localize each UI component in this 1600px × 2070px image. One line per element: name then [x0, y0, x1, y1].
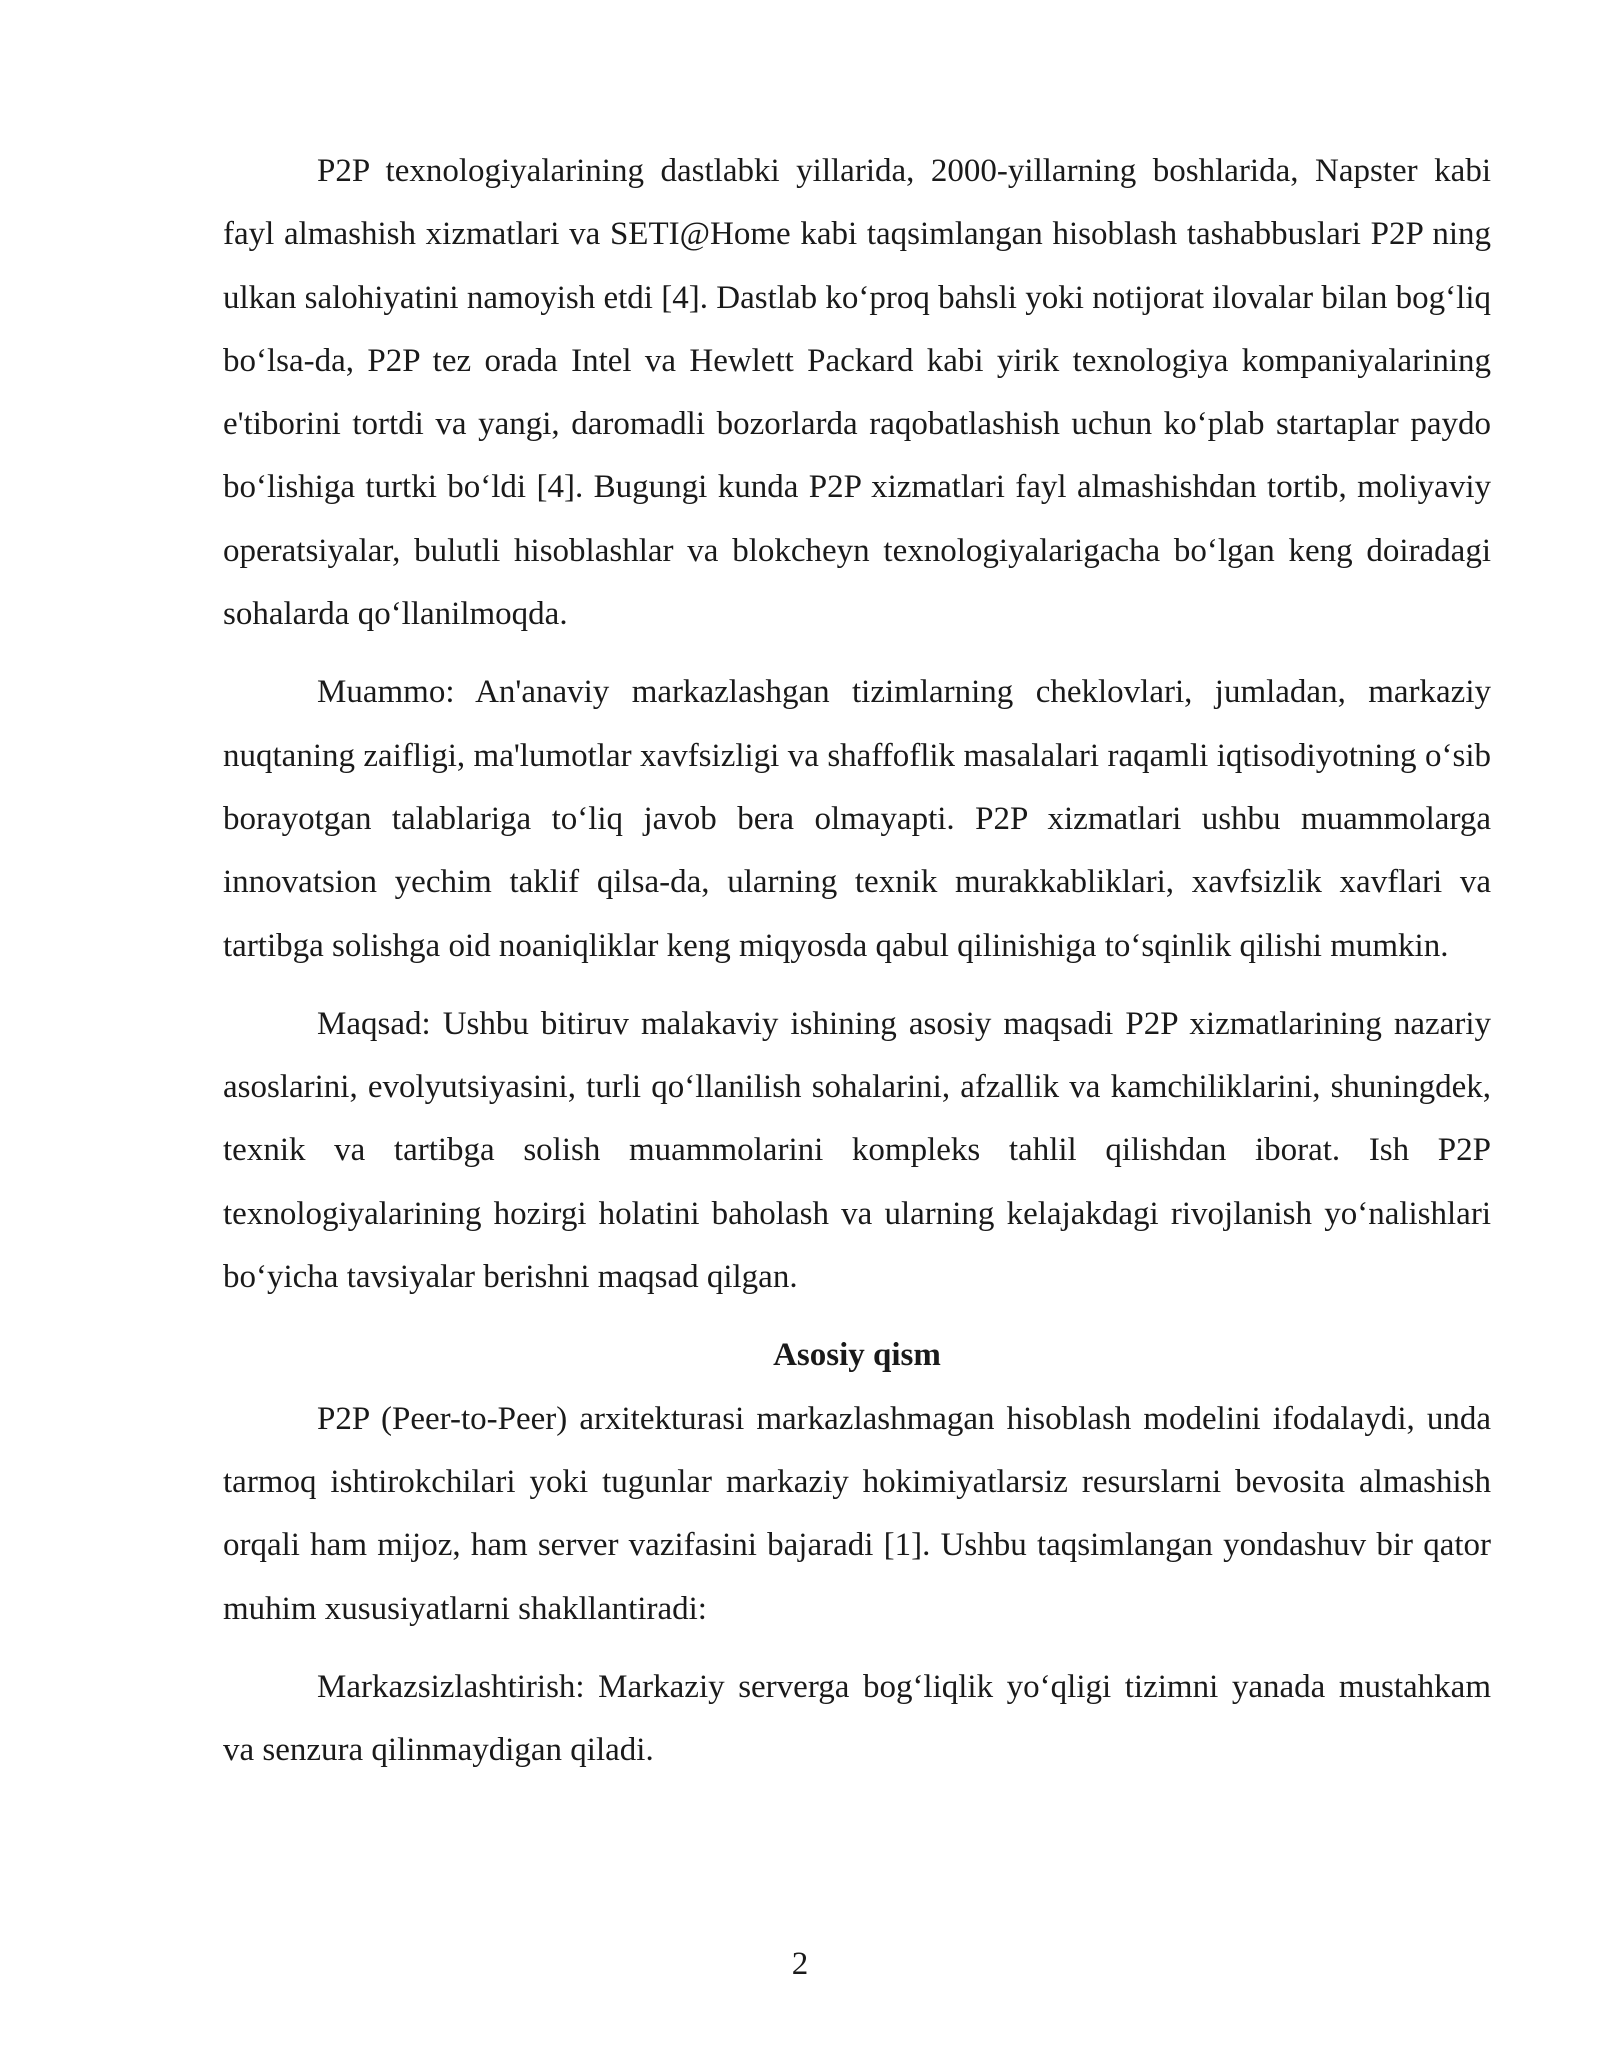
paragraph-history: P2P texnologiyalarining dastlabki yillarida, 2000-yillarning boshlarida, Napster kabi fayl almashish xizmatlari va SETI@Home kabi taqsimlangan hisoblash tashabbuslari P2P ning ulkan salohiyatini namoyish etdi [4]. Dastlab ko‘proq bahsli yoki notijorat ilovalar bilan bog‘liq bo‘lsa-da, P2P tez orada Intel va Hewlett Packard kabi yirik texnologiya kompaniyalarining e'tiborini tortdi va yangi, daromadli bozorlarda raqobatlashish uchun ko‘plab startaplar paydo bo‘lishiga turtki bo‘ldi [4]. Bugungi kunda P2P xizmatlari fayl almashishdan tortib, moliyaviy operatsiyalar, bulutli hisoblashlar va blokcheyn texnologiyalarigacha bo‘lgan keng doiradagi sohalarda qo‘llanilmoqda. — [223, 153, 1491, 633]
paragraph-architecture: P2P (Peer-to-Peer) arxitekturasi markazlashmagan hisoblash modelini ifodalaydi, unda tarmoq ishtirokchilari yoki tugunlar markaziy hokimiyatlarsiz resurslarni bevosita almashish orqali ham mijoz, ham server vazifasini bajaradi [1]. Ushbu taqsimlangan yondashuv bir qator muhim xususiyatlarni shakllantiradi: — [223, 1400, 1491, 1627]
paragraph-goal: Maqsad: Ushbu bitiruv malakaviy ishining asosiy maqsadi P2P xizmatlarining nazariy asoslarini, evolyutsiyasini, turli qo‘llanilish sohalarini, afzallik va kamchiliklarini, shuningdek, texnik va tartibga solish muammolarini kompleks tahlil qilishdan iborat. Ish P2P texnologiyalarining hozirgi holatini baholash va ularning kelajakdagi rivojlanish yo‘nalishlari bo‘yicha tavsiyalar berishni maqsad qilgan. — [223, 1005, 1491, 1296]
paragraph-decentralization: Markazsizlashtirish: Markaziy serverga bog‘liqlik yo‘qligi tizimni yanada mustahkam va senzura qilinmaydigan qiladi. — [223, 1668, 1491, 1769]
paragraph-problem: Muammo: An'anaviy markazlashgan tizimlarning cheklovlari, jumladan, markaziy nuqtaning zaifligi, ma'lumotlar xavfsizligi va shaffoflik masalalari raqamli iqtisodiyotning o‘sib borayotgan talablariga to‘liq javob bera olmayapti. P2P xizmatlari ushbu muammolarga innovatsion yechim taklif qilsa-da, ularning texnik murakkabliklari, xavfsizlik xavflari va tartibga solishga oid noaniqliklar keng miqyosda qabul qilinishiga to‘sqinlik qilishi mumkin. — [223, 674, 1491, 964]
page-number: 2 — [791, 1946, 809, 1982]
document-page-body — [223, 140, 1491, 1797]
section-heading: Asosiy qism — [773, 1337, 941, 1374]
